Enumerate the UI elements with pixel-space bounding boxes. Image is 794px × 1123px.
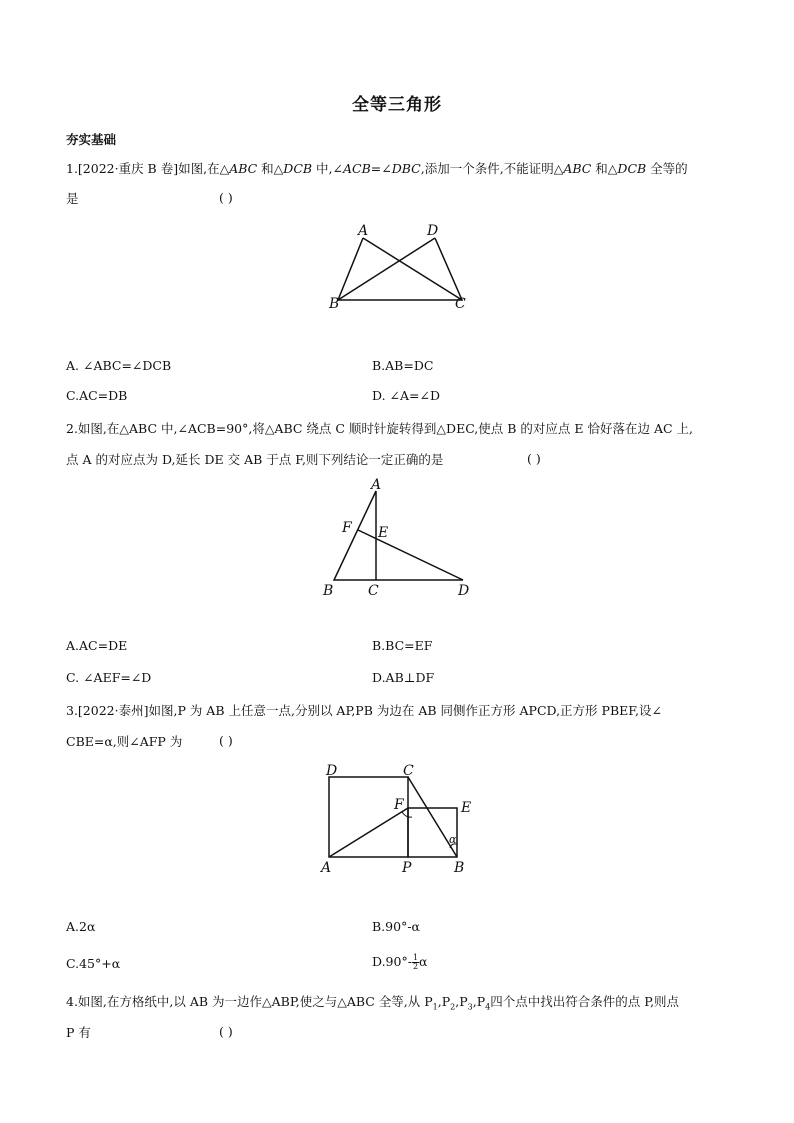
q2-line-1: 2.如图,在△ABC 中,∠ACB=90°,将△ABC 绕点 C 顺时针旋转得到△DEC,使点 B 的对应点 E 恰好落在边 AC 上, <box>66 421 693 436</box>
q2-label-e: E <box>378 525 389 541</box>
section-heading: 夯实基础 <box>66 132 117 147</box>
q3-label-e: E <box>461 800 472 816</box>
q2-label-f: F <box>342 520 352 536</box>
q2-line-2: 点 A 的对应点为 D,延长 DE 交 AB 于点 F,则下列结论一定正确的是 <box>66 452 444 467</box>
q3-option-c: C.45°+α <box>66 956 121 971</box>
page-title: 全等三角形 <box>352 95 442 115</box>
q2-option-a: A.AC=DE <box>66 638 128 653</box>
q2-label-c: C <box>368 583 379 599</box>
q2-label-a: A <box>371 477 382 493</box>
q1-label-d: D <box>427 223 439 239</box>
q1-label-c: C <box>455 296 466 312</box>
q2-answer-paren: ( ) <box>527 451 541 466</box>
q4-line-2: P 有 <box>66 1025 91 1040</box>
q2-label-d: D <box>458 583 470 599</box>
q3-label-alpha: α <box>449 833 457 846</box>
q3-option-a: A.2α <box>66 919 96 934</box>
q1-figure <box>320 220 480 320</box>
q2-figure <box>318 475 478 600</box>
q3-label-b: B <box>454 860 465 876</box>
q1-answer-paren: ( ) <box>219 190 233 205</box>
q1-line-1: 1.[2022·重庆 B 卷]如图,在△ABC 和△DCB 中,∠ACB=∠DBC,添加一个条件,不能证明△ABC 和△DCB 全等的 <box>66 161 688 176</box>
q1-option-d: D. ∠A=∠D <box>372 388 440 403</box>
q2-option-d: D.AB⊥DF <box>372 670 435 685</box>
q1-line-2: 是 <box>66 191 79 206</box>
q3-line-1: 3.[2022·泰州]如图,P 为 AB 上任意一点,分别以 AP,PB 为边在 AB 同侧作正方形 APCD,正方形 PBEF,设∠ <box>66 703 662 718</box>
q3-option-d-fraction: $\frac{1}{2}$ <box>412 953 419 971</box>
q2-option-b: B.BC=EF <box>372 638 433 653</box>
q3-option-d: D.90°- $\frac{1}{2}$ α <box>372 953 428 971</box>
q3-label-a: A <box>321 860 332 876</box>
q1-option-b: B.AB=DC <box>372 358 434 373</box>
q3-label-c: C <box>403 763 414 779</box>
q2-label-b: B <box>323 583 334 599</box>
q2-option-c: C. ∠AEF=∠D <box>66 670 152 685</box>
q3-label-f: F <box>394 797 404 813</box>
q3-option-b: B.90°-α <box>372 919 420 934</box>
q3-line-2: CBE=α,则∠AFP 为 <box>66 734 183 749</box>
q1-label-b: B <box>329 296 340 312</box>
q1-option-a: A. ∠ABC=∠DCB <box>66 358 172 373</box>
q3-label-p: P <box>402 860 412 876</box>
q4-line-1: 4.如图,在方格纸中,以 AB 为一边作△ABP,使之与△ABC 全等,从 $P_1,P_2,P_3,P_4$四个点中找出符合条件的点 P,则点 <box>66 994 680 1012</box>
q3-figure <box>318 760 488 880</box>
q4-answer-paren: ( ) <box>219 1024 233 1039</box>
q1-label-a: A <box>358 223 369 239</box>
q3-label-d: D <box>326 763 338 779</box>
q1-option-c: C.AC=DB <box>66 388 128 403</box>
q3-answer-paren: ( ) <box>219 733 233 748</box>
